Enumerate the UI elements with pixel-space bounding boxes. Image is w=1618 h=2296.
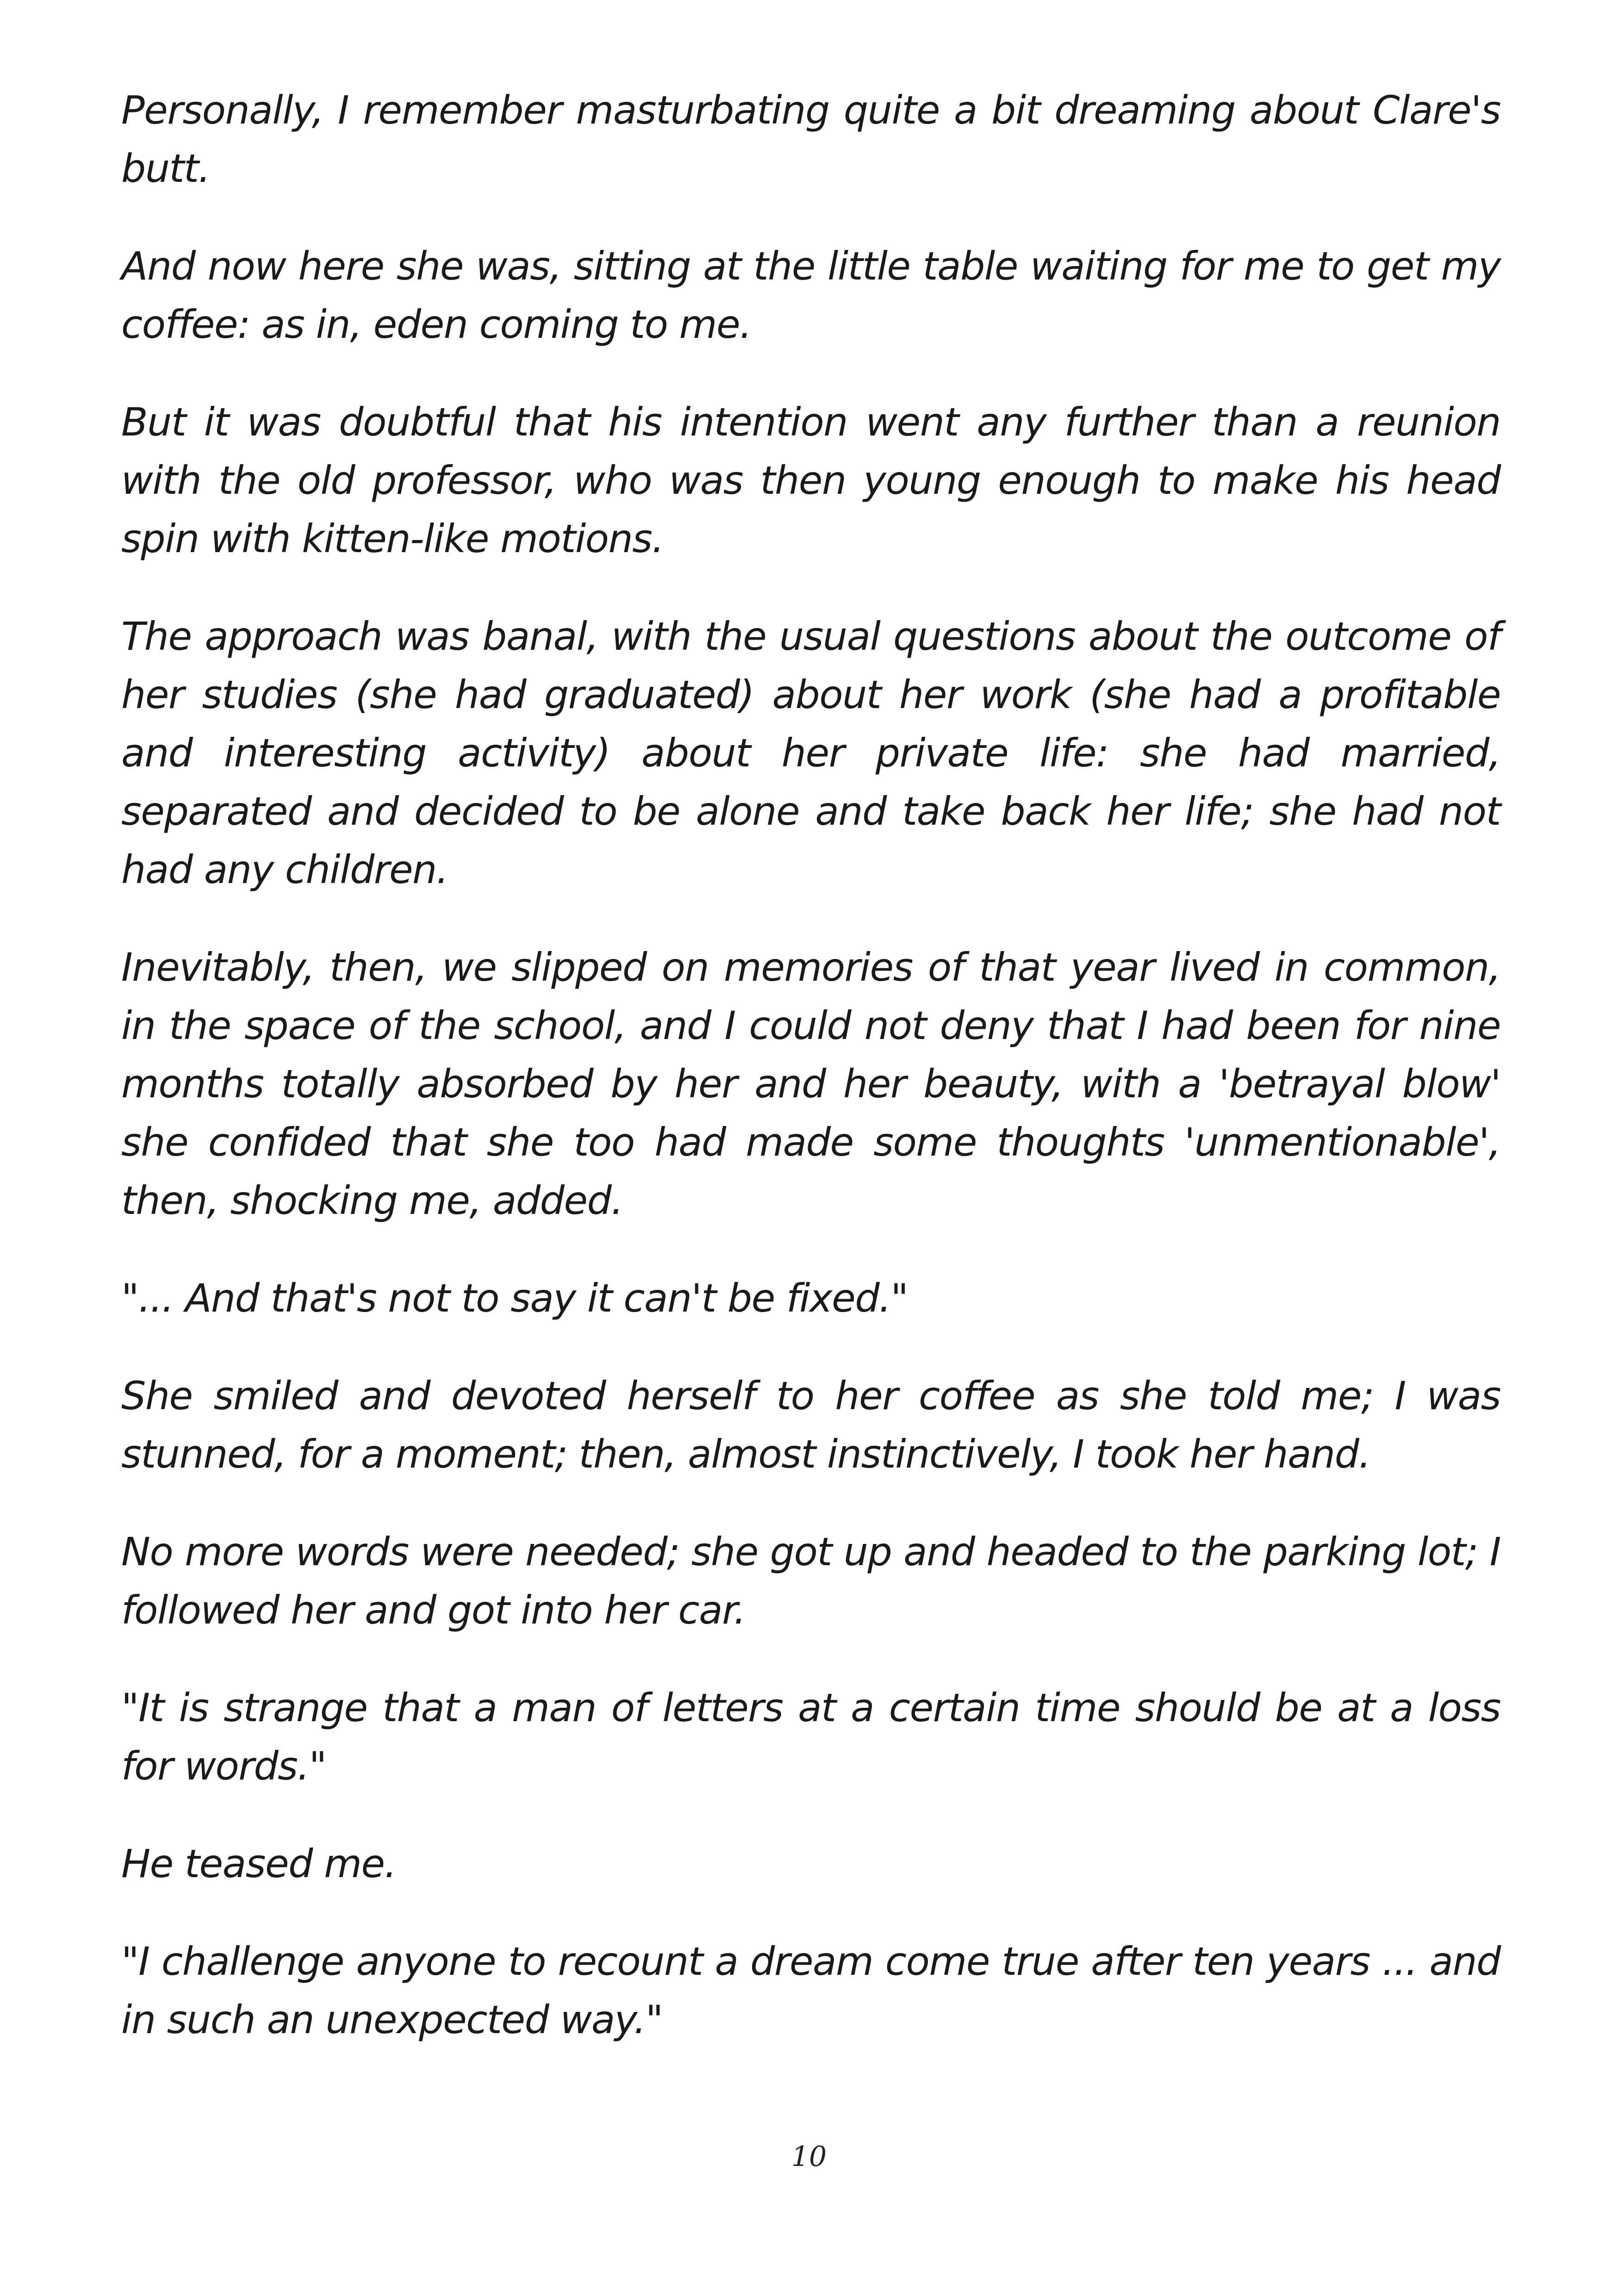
paragraph-1: Personally, I remember masturbating quite a bit dreaming about Clare's butt.	[121, 87, 1500, 191]
page-number: 10	[791, 2140, 827, 2173]
paragraph-6: "... And that's not to say it can't be fixed."	[121, 1276, 908, 1321]
paragraph-10: He teased me.	[121, 1841, 396, 1886]
paragraph-9: "It is strange that a man of letters at a certain time should be at a loss for words."	[121, 1685, 1500, 1789]
body-text	[121, 81, 1500, 2088]
paragraph-3: But it was doubtful that his intention went any further than a reunion with the old professor, who was then young enough to make his head spin with kitten-like motions.	[121, 399, 1500, 561]
paragraph-2: And now here she was, sitting at the little table waiting for me to get my coffee: as in, eden coming to me.	[121, 243, 1500, 347]
paragraph-7: She smiled and devoted herself to her coffee as she told me; I was stunned, for a moment; then, almost instinctively, I took her hand.	[121, 1373, 1500, 1477]
paragraph-11: "I challenge anyone to recount a dream come true after ten years ... and in such an unexpected way."	[121, 1939, 1500, 2042]
paragraph-4: The approach was banal, with the usual questions about the outcome of her studies (she had graduated) about her work (she had a profitable and interesting activity) about her private life: she had married, separated and decided to be alone and take back her life; she had not had any children.	[121, 614, 1500, 892]
paragraph-5: Inevitably, then, we slipped on memories of that year lived in common, in the space of the school, and I could not deny that I had been for nine months totally absorbed by her and her beauty, with a 'betrayal blow' she confided that she too had made some thoughts 'unmentionable', then, shocking me, added.	[121, 945, 1500, 1223]
paragraph-8: No more words were needed; she got up and headed to the parking lot; I followed her and got into her car.	[121, 1529, 1500, 1633]
